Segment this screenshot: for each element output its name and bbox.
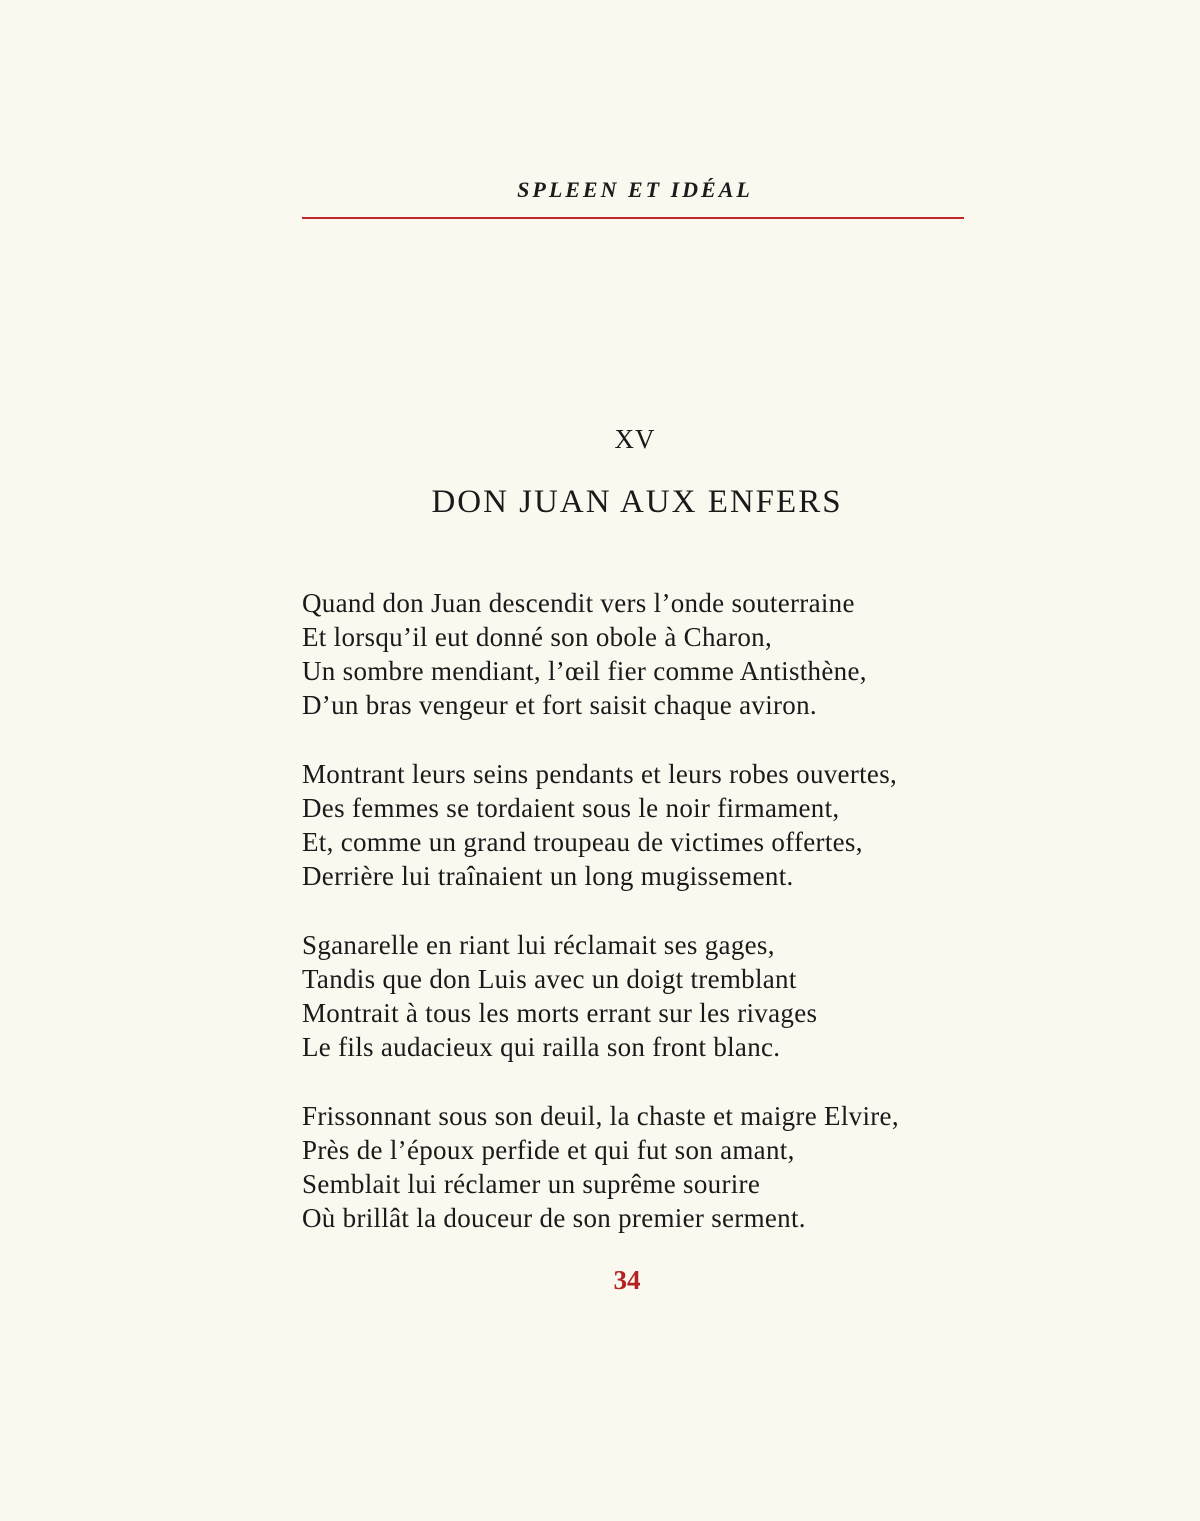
header-rule bbox=[302, 217, 964, 219]
verse-line: Semblait lui réclamer un suprême sourire bbox=[302, 1169, 761, 1199]
verse-line: D’un bras vengeur et fort saisit chaque aviron. bbox=[302, 690, 817, 720]
verse-line: Quand don Juan descendit vers l’onde souterraine bbox=[302, 588, 855, 618]
verse-line: Où brillât la douceur de son premier serment. bbox=[302, 1203, 806, 1233]
stanza bbox=[302, 757, 992, 893]
verse-line: Des femmes se tordaient sous le noir firmament, bbox=[302, 793, 840, 823]
poem-title: DON JUAN AUX ENFERS bbox=[431, 484, 843, 520]
verse-line: Sganarelle en riant lui réclamait ses gages, bbox=[302, 930, 775, 960]
verse-line: Un sombre mendiant, l’œil fier comme Antisthène, bbox=[302, 656, 867, 686]
poem-body bbox=[302, 586, 992, 1270]
verse-line: Frissonnant sous son deuil, la chaste et maigre Elvire, bbox=[302, 1101, 899, 1131]
stanza bbox=[302, 928, 992, 1064]
verse-line: Derrière lui traînaient un long mugissement. bbox=[302, 861, 794, 891]
stanza bbox=[302, 586, 992, 722]
stanza bbox=[302, 1099, 992, 1235]
verse-line: Montrait à tous les morts errant sur les rivages bbox=[302, 998, 818, 1028]
verse-line: Et, comme un grand troupeau de victimes offertes, bbox=[302, 827, 863, 857]
page-number: 34 bbox=[613, 1265, 641, 1295]
verse-line: Montrant leurs seins pendants et leurs robes ouvertes, bbox=[302, 759, 898, 789]
verse-line: Près de l’époux perfide et qui fut son amant, bbox=[302, 1135, 795, 1165]
verse-line: Et lorsqu’il eut donné son obole à Charon, bbox=[302, 622, 773, 652]
poem-number: XV bbox=[614, 424, 656, 454]
running-head: SPLEEN ET IDÉAL bbox=[517, 177, 753, 202]
verse-line: Tandis que don Luis avec un doigt tremblant bbox=[302, 964, 797, 994]
verse-line: Le fils audacieux qui railla son front blanc. bbox=[302, 1032, 781, 1062]
